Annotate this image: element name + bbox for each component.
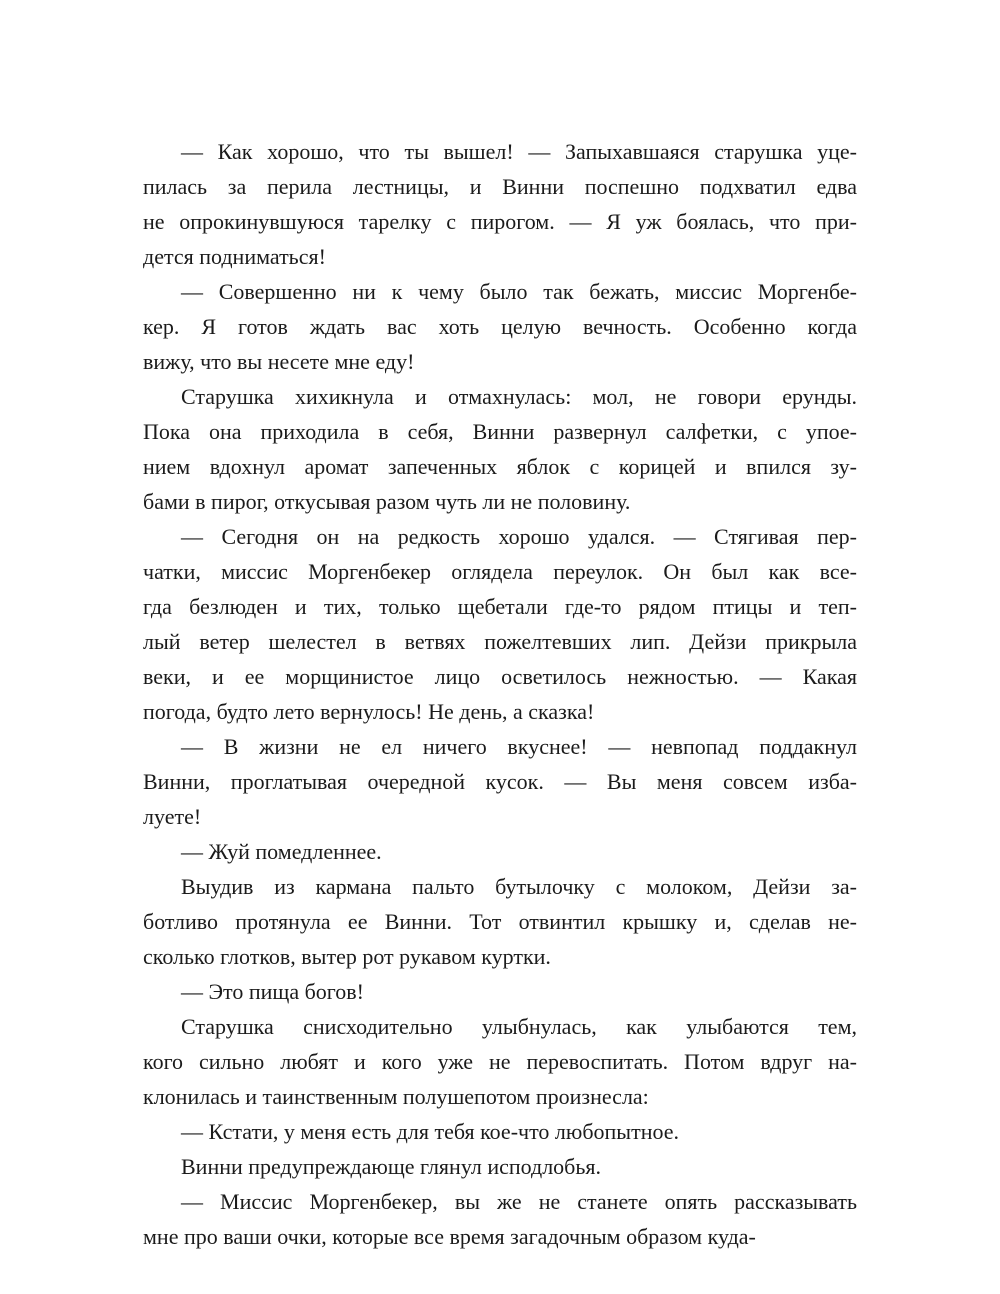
text-line: — Кстати, у меня есть для тебя кое-что любопытное. xyxy=(181,1119,679,1144)
text-line: Старушка хихикнула и отмахнулась: мол, не говори ерунды. xyxy=(181,384,857,409)
text-line: нием вдохнул аромат запеченных яблок с корицей и впился зу- xyxy=(143,454,857,479)
text-line: — Миссис Моргенбекер, вы же не станете опять рассказывать xyxy=(181,1189,857,1214)
text-line: ботливо протянула ее Винни. Тот отвинтил крышку и, сделав не- xyxy=(143,909,857,934)
text-line: Пока она приходила в себя, Винни развернул салфетки, с упое- xyxy=(143,419,857,444)
text-line: — Жуй помедленнее. xyxy=(181,839,382,864)
text-line: Выудив из кармана пальто бутылочку с молоком, Дейзи за- xyxy=(181,874,857,899)
text-line: — В жизни не ел ничего вкуснее! — невпопад поддакнул xyxy=(181,734,857,759)
text-line: Старушка снисходительно улыбнулась, как улыбаются тем, xyxy=(181,1014,857,1039)
text-line: кер. Я готов ждать вас хоть целую вечность. Особенно когда xyxy=(143,314,857,339)
paragraph xyxy=(143,869,857,974)
text-line: гда безлюден и тих, только щебетали где-то рядом птицы и теп- xyxy=(143,594,857,619)
paragraph xyxy=(143,379,857,519)
text-line: погода, будто лето вернулось! Не день, а сказка! xyxy=(143,699,595,724)
text-line: бами в пирог, откусывая разом чуть ли не половину. xyxy=(143,489,631,514)
text-line: дется подниматься! xyxy=(143,244,326,269)
text-line: Винни предупреждающе глянул исподлобья. xyxy=(181,1154,602,1179)
paragraph xyxy=(143,134,857,274)
text-line: мне про ваши очки, которые все время загадочным образом куда- xyxy=(143,1224,756,1249)
paragraph xyxy=(143,274,857,379)
text-line: лый ветер шелестел в ветвях пожелтевших лип. Дейзи прикрыла xyxy=(143,629,857,654)
paragraph xyxy=(143,974,857,1009)
text-line: луете! xyxy=(143,804,202,829)
paragraph xyxy=(143,1184,857,1254)
text-line: сколько глотков, вытер рот рукавом куртки. xyxy=(143,944,551,969)
text-line: — Совершенно ни к чему было так бежать, миссис Моргенбе- xyxy=(181,279,857,304)
paragraph xyxy=(143,1114,857,1149)
text-line: пилась за перила лестницы, и Винни поспешно подхватил едва xyxy=(143,174,857,199)
text-line: — Как хорошо, что ты вышел! — Запыхавшаяся старушка уце- xyxy=(181,139,857,164)
paragraph xyxy=(143,519,857,729)
text-line: — Это пища богов! xyxy=(181,979,364,1004)
paragraph xyxy=(143,1149,857,1184)
text-line: кого сильно любят и кого уже не перевоспитать. Потом вдруг на- xyxy=(143,1049,857,1074)
text-line: — Сегодня он на редкость хорошо удался. — Стягивая пер- xyxy=(181,524,857,549)
text-column xyxy=(143,134,857,1254)
text-line: клонилась и таинственным полушепотом произнесла: xyxy=(143,1084,649,1109)
text-line: не опрокинувшуюся тарелку с пирогом. — Я уж боялась, что при- xyxy=(143,209,857,234)
paragraph xyxy=(143,1009,857,1114)
text-line: чатки, миссис Моргенбекер оглядела переулок. Он был как все- xyxy=(143,559,857,584)
paragraph xyxy=(143,729,857,834)
text-line: Винни, проглатывая очередной кусок. — Вы меня совсем изба- xyxy=(143,769,857,794)
text-line: вижу, что вы несете мне еду! xyxy=(143,349,415,374)
paragraph xyxy=(143,834,857,869)
text-line: веки, и ее морщинистое лицо осветилось нежностью. — Какая xyxy=(143,664,857,689)
